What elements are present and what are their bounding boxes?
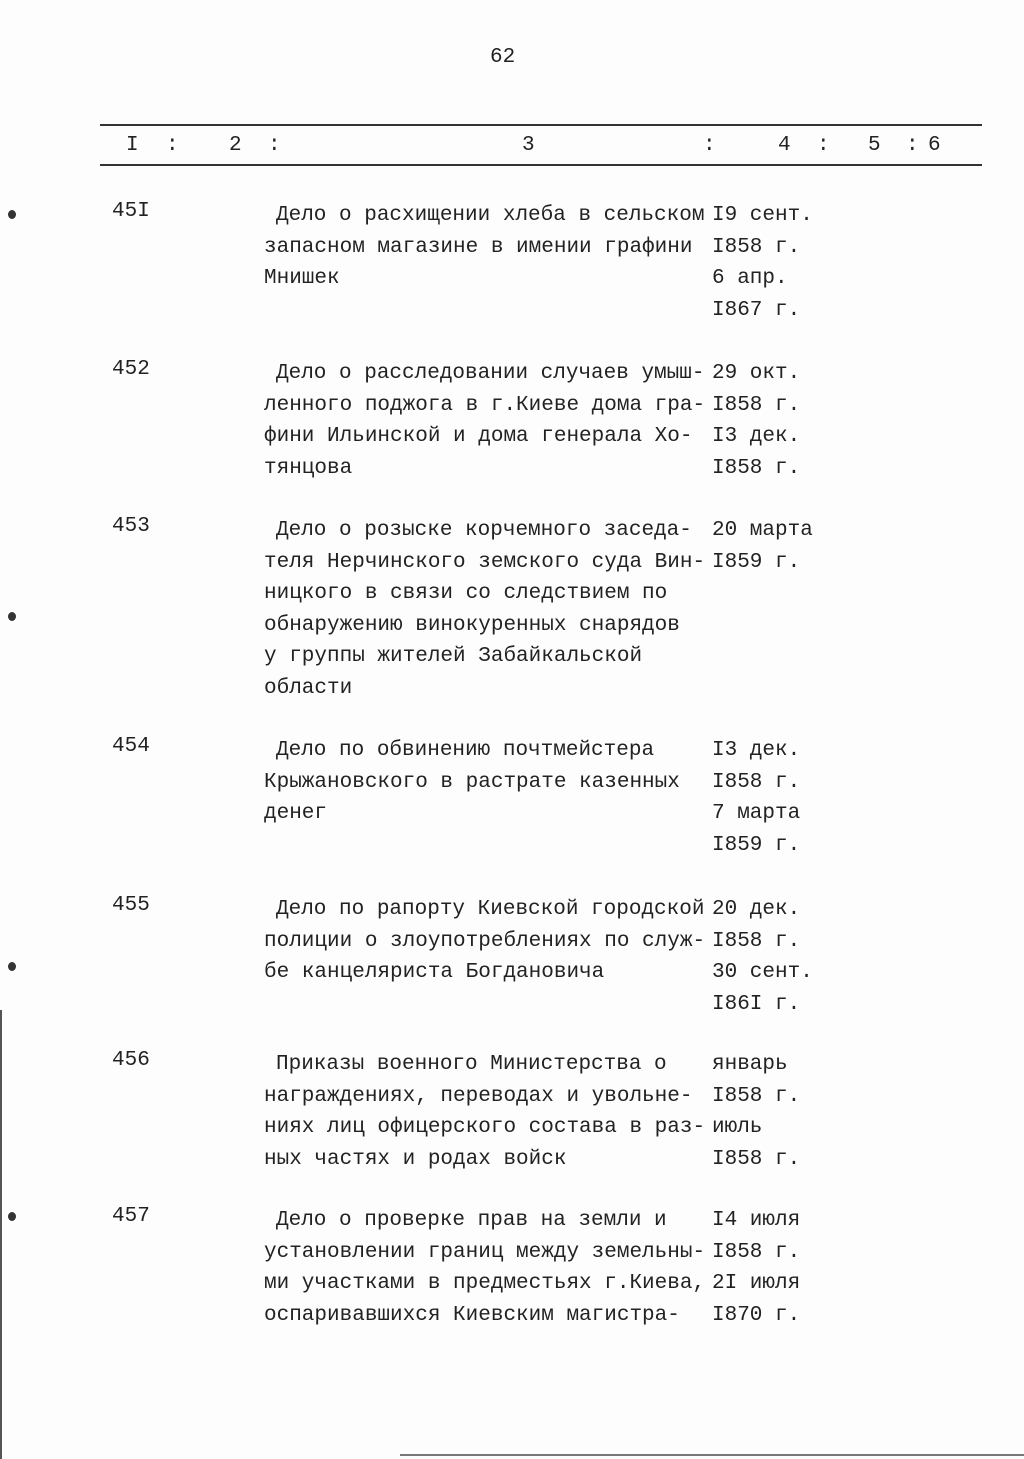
description-line: бе канцеляриста Богдановича [264, 961, 605, 984]
col-2-label: 2 [229, 134, 242, 157]
description-line: оспаривавшихся Киевским магистра- [264, 1303, 680, 1327]
date-line: I3 дек. [712, 425, 801, 448]
entry-dates [712, 1205, 800, 1331]
entry-dates [712, 358, 800, 484]
col-1-label: I [126, 134, 139, 157]
binding-hole [8, 612, 16, 621]
entry-dates [712, 1049, 800, 1175]
description-line: награждениях, переводах и увольне- [264, 1084, 693, 1108]
date-line: I858 г. [712, 456, 801, 480]
description-line: запасном магазине в имении графини [264, 235, 693, 259]
column-header [0, 134, 1024, 160]
description-line: тянцова [264, 456, 353, 480]
date-line: I859 г. [712, 550, 801, 574]
entry-dates [712, 894, 813, 1020]
page-number: 62 [490, 46, 516, 69]
entry-number: 456 [112, 1049, 150, 1072]
description-line: денег [264, 802, 328, 825]
description-line: ных частях и родах войск [264, 1147, 567, 1171]
description-line: области [264, 676, 353, 700]
date-line: I4 июля [712, 1209, 801, 1232]
description-line: ми участками в предместьях г.Киева, [264, 1272, 706, 1295]
description-line: ленного поджога в г.Киеве дома гра- [264, 393, 706, 417]
entry-number: 452 [112, 358, 150, 381]
col-separator: : [906, 134, 919, 157]
date-line: I859 г. [712, 833, 801, 857]
entry-dates [712, 200, 813, 326]
description-line: Мнишек [264, 267, 340, 290]
entry-dates [712, 515, 813, 578]
entry-number: 457 [112, 1205, 150, 1228]
date-line: I858 г. [712, 235, 801, 259]
description-line: Дело о розыске корчемного заседа- [276, 519, 692, 542]
date-line: I870 г. [712, 1303, 801, 1327]
col-6-label: 6 [928, 134, 941, 157]
description-line: у группы жителей Забайкальской [264, 645, 643, 668]
description-line: фини Ильинской и дома генерала Хо- [264, 425, 693, 448]
col-separator: : [268, 134, 281, 157]
header-bottom-rule [100, 164, 982, 166]
description-line: Дело о расхищении хлеба в сельском [276, 204, 705, 227]
description-line: теля Нерчинского земского суда Вин- [264, 550, 706, 574]
binding-hole [8, 962, 16, 971]
description-line: ниях лиц офицерского состава в раз- [264, 1116, 706, 1139]
date-line: I858 г. [712, 1084, 801, 1108]
date-line: I858 г. [712, 770, 801, 794]
col-separator: : [703, 134, 716, 157]
col-5-label: 5 [868, 134, 881, 157]
date-line: январь [712, 1053, 788, 1076]
description-line: Дело о расследовании случаев умыш- [276, 362, 705, 385]
header-top-rule [100, 124, 982, 126]
page-edge [400, 1454, 1024, 1456]
page-edge [0, 1010, 2, 1459]
entry-dates [712, 735, 800, 861]
description-line: установлении границ между земельны- [264, 1240, 706, 1264]
description-line: Дело по рапорту Киевской городской [276, 898, 705, 921]
description-line: Приказы военного Министерства о [276, 1053, 667, 1076]
date-line: I9 сент. [712, 204, 813, 227]
date-line: 6 апр. [712, 267, 788, 290]
date-line: июль [712, 1116, 763, 1139]
date-line: 20 марта [712, 519, 813, 542]
col-4-label: 4 [778, 134, 791, 157]
entry-description [264, 894, 705, 989]
date-line: I858 г. [712, 1240, 801, 1264]
col-separator: : [817, 134, 830, 157]
description-line: Дело по обвинению почтмейстера [276, 739, 655, 762]
date-line: 30 сент. [712, 961, 813, 984]
entry-description [264, 735, 680, 830]
date-line: 20 дек. [712, 898, 801, 921]
entry-description [264, 200, 704, 295]
entry-number: 454 [112, 735, 150, 758]
col-separator: : [166, 134, 179, 157]
description-line: Крыжановского в растрате казенных [264, 770, 680, 794]
entry-number: 455 [112, 894, 150, 917]
entry-number: 453 [112, 515, 150, 538]
date-line: I858 г. [712, 929, 801, 953]
date-line: I3 дек. [712, 739, 801, 762]
date-line: 29 окт. [712, 362, 801, 385]
date-line: I867 г. [712, 298, 801, 322]
description-line: ницкого в связи со следствием по [264, 582, 668, 605]
date-line: I858 г. [712, 1147, 801, 1171]
entry-description [264, 515, 705, 704]
date-line: 7 марта [712, 802, 801, 825]
description-line: Дело о проверке прав на земли и [276, 1209, 667, 1232]
binding-hole [8, 210, 16, 219]
date-line: I858 г. [712, 393, 801, 417]
entry-description [264, 358, 705, 484]
date-line: I86I г. [712, 992, 801, 1016]
description-line: обнаружению винокуренных снарядов [264, 613, 680, 637]
entry-description [264, 1205, 705, 1331]
col-3-label: 3 [522, 134, 535, 157]
entry-description [264, 1049, 705, 1175]
entry-number: 45I [112, 200, 150, 223]
date-line: 2I июля [712, 1272, 801, 1295]
binding-hole [8, 1212, 16, 1221]
description-line: полиции о злоупотреблениях по служ- [264, 929, 706, 953]
